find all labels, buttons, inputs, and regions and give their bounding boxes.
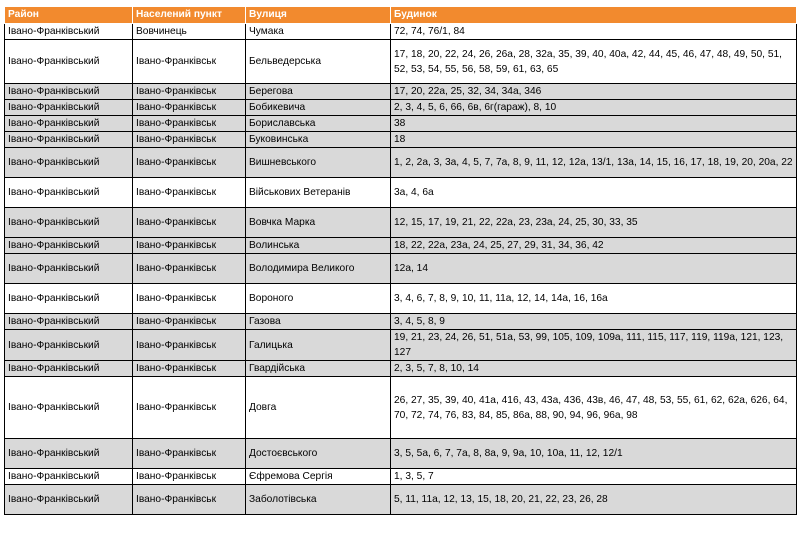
cell-houses: 18, 22, 22а, 23а, 24, 25, 27, 29, 31, 34, 36, 42 [391, 238, 797, 254]
table-row [5, 116, 797, 132]
cell-district: Івано-Франківський [5, 100, 133, 116]
cell-settlement: Івано-Франківськ [133, 439, 246, 469]
cell-street: Гвардійська [246, 361, 391, 377]
cell-street: Володимира Великого [246, 254, 391, 284]
table-row [5, 238, 797, 254]
cell-street: Берегова [246, 84, 391, 100]
cell-houses: 18 [391, 132, 797, 148]
cell-street: Бориславська [246, 116, 391, 132]
table-row [5, 84, 797, 100]
table-row [5, 208, 797, 238]
address-table [4, 6, 797, 515]
cell-houses: 12а, 14 [391, 254, 797, 284]
cell-district: Івано-Франківський [5, 254, 133, 284]
cell-district: Івано-Франківський [5, 24, 133, 40]
cell-settlement: Івано-Франківськ [133, 238, 246, 254]
cell-district: Івано-Франківський [5, 132, 133, 148]
cell-street: Газова [246, 314, 391, 330]
cell-houses: 72, 74, 76/1, 84 [391, 24, 797, 40]
header-settlement: Населений пункт [133, 7, 246, 24]
cell-district: Івано-Франківський [5, 469, 133, 485]
cell-settlement: Вовчинець [133, 24, 246, 40]
header-houses: Будинок [391, 7, 797, 24]
cell-district: Івано-Франківський [5, 485, 133, 515]
cell-district: Івано-Франківський [5, 178, 133, 208]
cell-settlement: Івано-Франківськ [133, 148, 246, 178]
header-row [5, 7, 797, 24]
table-row [5, 100, 797, 116]
cell-houses: 26, 27, 35, 39, 40, 41а, 416, 43, 43а, 436, 43в, 46, 47, 48, 53, 55, 61, 62, 62а, 626, 64, 70, 72, 74, 76, 83, 84, 85, 86а, 88, 90, 94, 96, 96а, 98 [391, 377, 797, 439]
cell-district: Івано-Франківський [5, 361, 133, 377]
table-row [5, 314, 797, 330]
cell-street: Військових Ветеранів [246, 178, 391, 208]
cell-settlement: Івано-Франківськ [133, 254, 246, 284]
table-row [5, 254, 797, 284]
cell-street: Чумака [246, 24, 391, 40]
table-row [5, 485, 797, 515]
header-district: Район [5, 7, 133, 24]
cell-district: Івано-Франківський [5, 208, 133, 238]
cell-settlement: Івано-Франківськ [133, 330, 246, 361]
cell-street: Заболотівська [246, 485, 391, 515]
header-street: Вулиця [246, 7, 391, 24]
cell-houses: 12, 15, 17, 19, 21, 22, 22а, 23, 23а, 24, 25, 30, 33, 35 [391, 208, 797, 238]
cell-settlement: Івано-Франківськ [133, 40, 246, 84]
table-row [5, 377, 797, 439]
cell-houses: 2, 3, 4, 5, 6, 66, 6в, 6г(гараж), 8, 10 [391, 100, 797, 116]
cell-houses: 17, 18, 20, 22, 24, 26, 26а, 28, 32а, 35, 39, 40, 40а, 42, 44, 45, 46, 47, 48, 49, 50, 51, 52, 53, 54, 55, 56, 58, 59, 61, 63, 65 [391, 40, 797, 84]
cell-street: Достоєвського [246, 439, 391, 469]
cell-settlement: Івано-Франківськ [133, 116, 246, 132]
cell-street: Волинська [246, 238, 391, 254]
cell-settlement: Івано-Франківськ [133, 100, 246, 116]
cell-settlement: Івано-Франківськ [133, 361, 246, 377]
cell-district: Івано-Франківський [5, 84, 133, 100]
cell-street: Галицька [246, 330, 391, 361]
cell-district: Івано-Франківський [5, 330, 133, 361]
cell-settlement: Івано-Франківськ [133, 84, 246, 100]
cell-district: Івано-Франківський [5, 40, 133, 84]
table-row [5, 330, 797, 361]
cell-houses: 17, 20, 22а, 25, 32, 34, 34а, 346 [391, 84, 797, 100]
cell-houses: 3, 4, 6, 7, 8, 9, 10, 11, 11а, 12, 14, 14а, 16, 16а [391, 284, 797, 314]
cell-street: Бельведерська [246, 40, 391, 84]
cell-settlement: Івано-Франківськ [133, 284, 246, 314]
cell-settlement: Івано-Франківськ [133, 178, 246, 208]
cell-street: Вовчка Марка [246, 208, 391, 238]
cell-houses: 1, 3, 5, 7 [391, 469, 797, 485]
cell-settlement: Івано-Франківськ [133, 208, 246, 238]
table-row [5, 439, 797, 469]
cell-settlement: Івано-Франківськ [133, 314, 246, 330]
cell-street: Довга [246, 377, 391, 439]
table-row [5, 178, 797, 208]
table-row [5, 284, 797, 314]
cell-houses: 5, 11, 11а, 12, 13, 15, 18, 20, 21, 22, 23, 26, 28 [391, 485, 797, 515]
cell-street: Єфремова Сергія [246, 469, 391, 485]
cell-street: Бобикевича [246, 100, 391, 116]
cell-street: Вишневського [246, 148, 391, 178]
cell-houses: 3, 5, 5а, 6, 7, 7а, 8, 8а, 9, 9а, 10, 10а, 11, 12, 12/1 [391, 439, 797, 469]
cell-settlement: Івано-Франківськ [133, 485, 246, 515]
cell-district: Івано-Франківський [5, 238, 133, 254]
cell-street: Буковинська [246, 132, 391, 148]
table-row [5, 469, 797, 485]
cell-district: Івано-Франківський [5, 284, 133, 314]
cell-district: Івано-Франківський [5, 148, 133, 178]
table-row [5, 40, 797, 84]
cell-houses: 2, 3, 5, 7, 8, 10, 14 [391, 361, 797, 377]
table-row [5, 132, 797, 148]
cell-district: Івано-Франківський [5, 377, 133, 439]
cell-houses: 19, 21, 23, 24, 26, 51, 51а, 53, 99, 105, 109, 109а, 111, 115, 117, 119, 119а, 121, 123, 127 [391, 330, 797, 361]
cell-district: Івано-Франківський [5, 439, 133, 469]
cell-houses: 3, 4, 5, 8, 9 [391, 314, 797, 330]
cell-district: Івано-Франківський [5, 116, 133, 132]
cell-settlement: Івано-Франківськ [133, 377, 246, 439]
cell-houses: 1, 2, 2а, 3, 3а, 4, 5, 7, 7а, 8, 9, 11, 12, 12а, 13/1, 13а, 14, 15, 16, 17, 18, 19, 20, 20а, 22 [391, 148, 797, 178]
table-row [5, 148, 797, 178]
cell-street: Вороного [246, 284, 391, 314]
table-row [5, 24, 797, 40]
cell-houses: 3а, 4, 6а [391, 178, 797, 208]
cell-district: Івано-Франківський [5, 314, 133, 330]
cell-settlement: Івано-Франківськ [133, 132, 246, 148]
cell-houses: 38 [391, 116, 797, 132]
cell-settlement: Івано-Франківськ [133, 469, 246, 485]
table-row [5, 361, 797, 377]
